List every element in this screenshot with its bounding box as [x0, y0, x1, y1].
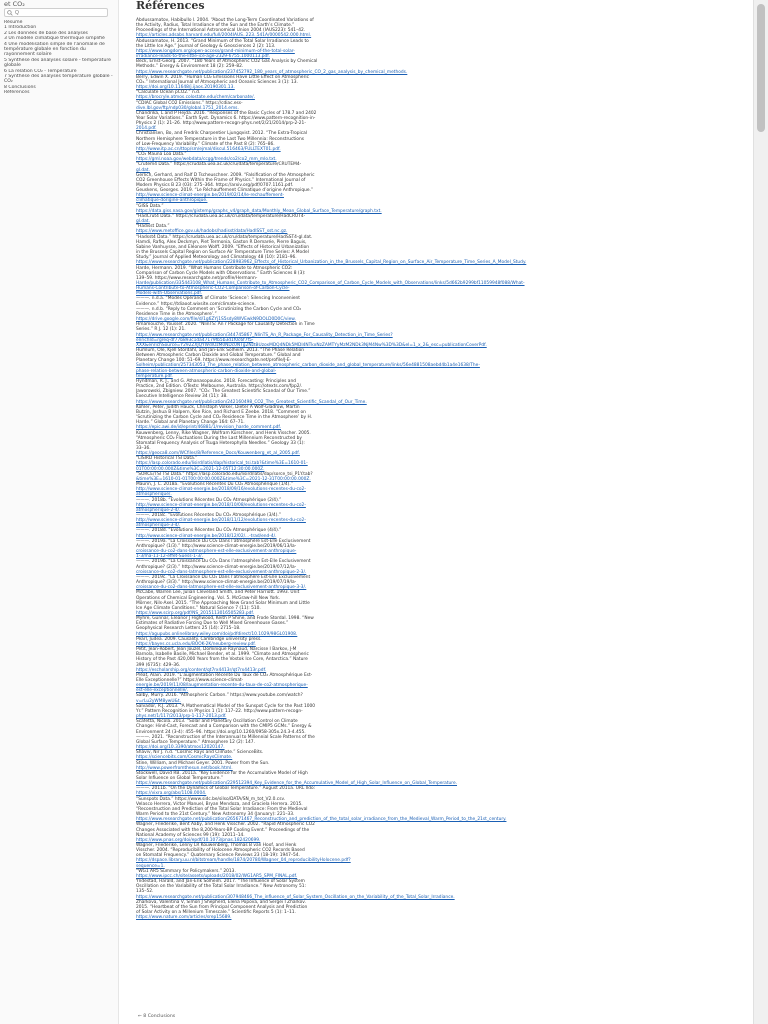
toc-item[interactable]: 2 Les données de base des analyses	[4, 30, 88, 36]
reference-text: Gerlich, Gerhard, and Ralf D Tscheuschner. 2009. “Falsification of the Atmospheric	[136, 172, 315, 178]
reference-text: Wagner, Friederike, Lenny LR Kouwenberg, Thomas B van Hoof, and Henk	[136, 843, 297, 848]
toc-item[interactable]: 6 La relation CO₂ - Température	[4, 68, 77, 74]
reference-link[interactable]: https://doi.org/10.3390/atmos12020147.	[136, 745, 225, 751]
reference-link[interactable]: enrichId=rgreq-df77b893c1da47179fb5b3d1f0c6f7f5-	[136, 337, 254, 343]
reference-text: Yndestad, Harald, and Jan-Erik Solheim. 2017. “The Influence of Solar System	[136, 879, 305, 885]
reference-link[interactable]: https://dspace.library.uu.nl/bitstream/handle/1874/20780/Wagner_04_reproducibilityHolocene.pdf?	[136, 858, 351, 864]
reference-link[interactable]: Harde/publication/335443108_What_Humans_Contribute_to_Atmospheric_CO2_Comparison_of_Carbon_Cycle_Models_with_Observations/links/5d662b9299bf11059948f088/What-	[136, 280, 525, 286]
reference-link[interactable]: 2014.pdf.	[136, 126, 157, 132]
reference-link[interactable]: atmospherique-3-4/.	[136, 523, 181, 529]
reference-link[interactable]: sequence=1.	[136, 863, 165, 869]
reference-link[interactable]: Solheim/publication/257343053_The_phase_relation_between_atmospheric_carbon_dioxide_and_global_temperature/links/56e4881508aebd4b1a4e1638/The-	[136, 363, 480, 369]
reference-link[interactable]: https://vixra.org/abs/1108.0004.	[136, 791, 207, 797]
reference-text: “WG1 AR5 Summary for Policymakers.” 2013.	[136, 868, 236, 874]
sidebar-title: et CO₂	[4, 0, 25, 8]
reference-text: CO2 Greenhouse Effects Within the Frame of Physics.” International Journal of	[136, 177, 306, 183]
scrollbar-thumb[interactable]	[757, 4, 765, 132]
reference-text: Methods.” Energy & Environment 18 (2): 259–82.	[136, 64, 244, 70]
reference-text: Change: Hind-Cast, Forecast and a Comparison with the CMIP5 GCMs.” Energy &	[136, 724, 312, 730]
reference-link[interactable]: http://www.itp.ac.cn/ttop/sm/ejmal/discul.516463/FULLTEXT01.pdf.	[136, 146, 281, 152]
reference-text: of Solar Activity on a Millenium Timescale.” Scientific Reports 5 (1): 1–11.	[136, 910, 296, 916]
reference-text: Year Solar Variations.” Earth Syst. Dynamics 6. https://www.pattern-recognition-in-	[136, 115, 316, 121]
reference-link[interactable]: croissance-du-co2-dans-latmosphere-est-elle-exclusivement-anthropique-3-3/.	[136, 585, 307, 591]
reference-link[interactable]: https://brocryle.atmos.colostate.edu/chem/carbonate/.	[136, 95, 255, 101]
reference-text: Oscillation on the Variability of the Total Solar Irradiance.” New Astronomy 51:	[136, 884, 307, 890]
reference-text: Kouwenberg, Lenny, Rike Wagner, Wolfram Kürschner, and Henk Visscher. 2005.	[136, 430, 311, 436]
reference-link[interactable]: http://www.science-climat-energie.be/2018/09/16/evolutions-recentes-du-co2-	[136, 487, 306, 493]
reference-text: “Calculate Ocean pCO2.” n.d.	[136, 90, 201, 96]
reference-text: Anthropique? (1/3).” http://www.science-climat-energie.be/2019/06/13/la-	[136, 543, 297, 549]
reference-text: Practice, 2nd Edition. OTexts: Melbourne, Australia. https://otexts.com/fpp2/.	[136, 384, 303, 390]
reference-link[interactable]: https://agupubs.onlinelibrary.wiley.com/doi/pdfdirect/10.1029/98GL01908.	[136, 631, 298, 637]
reference-text: Mörner, Nils-Axel. 2015. “The Approaching New Grand Solar Minimum and Little	[136, 600, 310, 606]
reference-text: Harde.” Global and Planetary Change 164: 67–71.	[136, 420, 245, 426]
reference-link[interactable]: https://escholarship.org/content/qt7rx4413r/qt7rx4413r.pdf.	[136, 667, 267, 673]
reference-text: Warm Period to the 21st Century.” New Astronomy 34 (January): 221–33.	[136, 812, 295, 818]
reference-text: Chandrika, L and P Hejda. 2016. “Responses of the Basic Cycles of 178.7 and 2402	[136, 110, 317, 116]
reference-link[interactable]: atmospherique-2-4/.	[136, 507, 181, 513]
reference-text: Stomatal Frequency Analysis of Tsuga Heterophylla Needles.” Geology 33 (1):	[136, 440, 305, 446]
reference-text: History of the Past 420,000 Years from the Vostok Ice Core, Antarctica.” Nature	[136, 657, 308, 663]
toc-item[interactable]: 7 Synthèse des analyses température globale - CO₂	[4, 74, 113, 85]
reference-text: “SORCE/TSI TSI Data.” https://lasp.colorado.edu/lisird/latis/dap/sorce_tsi_P1Y.tab?	[136, 471, 313, 477]
reference-link[interactable]: gl.dat.	[136, 219, 150, 225]
reference-text: Harde, Hermann. 2019. “What Humans Contribute to Atmospheric CO2:	[136, 265, 293, 271]
reference-text: ———. 2019c. “La Croissance Du CO₂ Dans l’atmosphère Est-Elle Exclusivement	[136, 574, 311, 580]
reference-text: Préat, Alain. 2019. “L’augmentation Récente Du Taux de CO₂ Atmosphérique Est-	[136, 672, 313, 678]
reference-text: Velasco Herrera, Victor Manuel, Bryan Mendoza, and Graciela Herrera. 2015.	[136, 801, 303, 807]
reference-text: Abdussamatov, H. 2013. “Grand Minimum of the Total Solar Irradiance Leads to	[136, 38, 309, 44]
reference-text: ———. 2021. “Reconstruction of the Interannual to Millennial Scale Patterns of the	[136, 734, 315, 740]
reference-text: Petit, Jean-Robert, Jean Jouzel, Dominique Raynaud, Narcisse I Barkov, J-M	[136, 647, 297, 653]
reference-text: “Atmospheric CO₂ Fluctuations During the Last Millennium Reconstructed by	[136, 435, 302, 441]
reference-link[interactable]: http://www.science-climat-energie.be/2018/12/02/...-trad/end-4/.	[136, 533, 277, 539]
reference-text: the Activity, Radius, Total Irradiance of the Sun and the Earth’s Climate.”	[136, 23, 295, 29]
sidebar	[0, 0, 119, 1024]
reference-text: Pearl, Judea. 2009. Causality. Cambridge university press.	[136, 636, 262, 642]
reference-link[interactable]: https://doi.org/10.11648/j.ijaos.20190301.13.	[136, 85, 235, 91]
toc-item[interactable]: 8 Conclusions	[4, 84, 36, 90]
reference-link[interactable]: https://www.researchgate.net/publication/307948466_The_influence_of_Solar_System_Oscillation_on_the_Variability_of_the_Total_Solar_Irradiance.	[136, 894, 455, 900]
reference-link[interactable]: http://www.powerfromthesun.net/book.html.	[136, 765, 233, 771]
reference-text: 33–36.	[136, 445, 151, 451]
reference-link[interactable]: XXX&enrichSource=Y292ZXJQYWdlOzM0NDc0NTg2NztBUzoxMDQ4NDk5MDI4NTkxNzZAMTYyMzM2NDk3NjM4Nw%3D%3D&el=1_x_2&_esc=publicationCoverPdf.	[136, 342, 487, 348]
toc-item[interactable]: Résumé	[4, 20, 23, 25]
toc-item[interactable]: 1 Introduction	[4, 25, 37, 31]
reference-link[interactable]: https://data.giss.nasa.gov/gistemp/graphs_v4/graph_data/Monthly_Mean_Global_Surface_Temperature/graph.txt.	[136, 208, 382, 214]
reference-text: 399 (6735): 429–36.	[136, 662, 181, 668]
reference-text: CO₂.” International Journal of Atmospheric and Oceanic Sciences 3 (1): 13.	[136, 79, 298, 85]
reference-text: Salvador, R.J. 2013. “A Mathematical Model of the Sunspot Cycle for the Past 1000	[136, 703, 316, 709]
reference-text: Series.” R J. 12 (1): 21.	[136, 327, 186, 333]
reference-text: “Sunspots Data.” https://www.sidc.be/silso/DATA/SN_m_tot_V2.0.csv.	[136, 796, 286, 802]
reference-link[interactable]: https://articles.adsabs.harvard.edu/full/2004IAUS..223..541A/0000542.000.html.	[136, 33, 312, 39]
reference-link[interactable]: croissance-du-co2-dans-latmosphere-est-elle-exclusivement-anthropique-	[136, 549, 297, 555]
reference-text: ———. 2011b. “On the Dynamics of Global Temperature.” August 2011a. URL Ildo:	[136, 786, 316, 792]
reference-link[interactable]: atmospherique/.	[136, 492, 172, 498]
reference-text: National Academy of Sciences 99 (19): 12011–14.	[136, 832, 245, 838]
reference-link[interactable]: https://www.researchgate.net/publication/237452792_180_years_of_atmospheric_CO_2_gas_analysis_by_chemical_methods.	[136, 69, 408, 75]
previous-chapter-link[interactable]: ← 8 Conclusions	[138, 1014, 176, 1019]
reference-text: Residence Time in the Atmosphere’.”	[136, 311, 217, 317]
reference-link[interactable]: https://epic.awi.de/id/eprint/46881/1/revision_harde_comment.pdf.	[136, 425, 281, 431]
reference-link[interactable]: https://sciencebits.com/CosmicRaysClimate.	[136, 755, 233, 761]
toc-item[interactable]: Références	[4, 90, 30, 96]
reference-text: Hmamouche, Youssef. 2020. “NlinTS: An r Package for Causality Detection in Time	[136, 322, 315, 328]
reference-text: on Stomatal Frequency.” Quaternary Science Reviews 23 (18-19): 1947–54.	[136, 853, 300, 859]
reference-text: McCabe, Warren Lee, Julian Cleveland Smith, and Peter Harriott. 1993. Unit	[136, 590, 300, 596]
reference-text: the Little Ice Age.” Journal of Geology & Geosciences 2 (2): 113.	[136, 43, 276, 49]
reference-text: Comparison of Carbon Cycle Models with Observations.” Earth Sciences 8 (3):	[136, 270, 306, 276]
reference-link[interactable]: https://www.researchgate.net/publication/265671467_Reconstruction_and_prediction_of_the_total_solar_irradiance_from_the_Medieval_Warm_Period_to_the_21st_century.	[136, 817, 507, 823]
reference-list	[136, 18, 548, 920]
search-box[interactable]	[4, 8, 108, 17]
reference-text: Barnola, Isabelle Basile, Michael Bender, et al. 1999. “Climate and Atmospheric	[136, 652, 309, 658]
reference-text: Stockwell, David RB. 2011a. “Key Evidence for the Accumulative Model of High	[136, 770, 308, 776]
reference-link[interactable]: https://www.researchgate.net/publication/242160498_CO2_The_Greatest_Scientific_Scandal_of_Our_Time.	[136, 399, 367, 405]
reference-text: ———. n.d.b. “Reply to Comment on ‘Scrutinizing the Carbon Cycle and CO₂	[136, 306, 302, 312]
reference-link[interactable]: https://www.nature.com/articles/srep15689.	[136, 915, 232, 921]
reference-text: 2015. “Heartbeat of the Sun from Principal Component Analysis and Prediction	[136, 904, 308, 910]
reference-text: “CO₂ Mauna Loa Data.”	[136, 152, 187, 158]
reference-text: Humlum, Ole, Kjell Stordahl, and Jan-Erik Solheim. 2013. “The Phase Relation	[136, 348, 305, 353]
reference-text: “CDIAC Global CO2 Emissions.” https://cdiac.ess-	[136, 100, 243, 106]
reference-line	[136, 915, 548, 920]
reference-text: Hyndman, R. J., and G. Athanasopoulos. 2018. Forecasting: Principles and	[136, 378, 296, 384]
toc-item[interactable]: 4 Une modélisation simple de l'anomalie de température globale en fonction du rayonnement solaire	[4, 41, 105, 58]
reference-text: Geophysical Research Letters 25 (14): 2715–18.	[136, 626, 241, 632]
reference-text: “Crutem4 Data.” https://crudata.uea.ac.uk/cru/data/temperature/CRUTEM4-	[136, 162, 302, 168]
reference-link[interactable]: https://lasp.colorado.edu/lisird/latis/dap/historical_tsi.tab?&time%3E=1610-01-	[136, 461, 308, 467]
reference-text: Stine, William, and Michael Geyer. 2001. Power from the Sun.	[136, 760, 270, 766]
reference-text: “GISS Data.”	[136, 203, 164, 209]
reference-link[interactable]: phase-relation-between-atmospheric-carbon-dioxide-and-global-	[136, 368, 277, 374]
reference-link[interactable]: http://www.science-climat-energie.be/2018/11/12/evolutions-recentes-du-co2-	[136, 518, 306, 524]
reference-text: ———. 2019b. “La Croissance Du CO₂ Dans l’atmosphère Est-Elle Exclusivement	[136, 559, 311, 565]
reference-text: Köhler, Peter, Judith Hauck, Christoph Völker, Dieter A Wolf-Gladrow, Martin	[136, 404, 300, 410]
reference-text: Solar Influence on Global Temperature.”	[136, 775, 224, 781]
reference-link[interactable]: Models-with-Observations.pdf.	[136, 291, 202, 297]
reference-link[interactable]: https://www.pnas.org/doi/epdf/10.1073/pnas.182420699.	[136, 837, 261, 843]
table-of-contents	[4, 20, 114, 96]
reference-text: Maurin, J. C. 2018a. “Evolutions Récentes Du CO₂ Atmosphérique (1/4).”	[136, 482, 294, 488]
reference-text: Butzin, Joshua B Halpern, Ken Rice, and Richard E Zeebe. 2018. “Comment on	[136, 409, 306, 415]
reference-text: Proceedings of the International Astronomical Union 2004 (IAUS223): 541–42.	[136, 28, 306, 34]
reference-link[interactable]: https://www.researchgate.net/publication/229512394_Key_Evidence_for_the_Accumulative_Model_of_High_Solar_Influence_on_Global_Temperature.	[136, 781, 458, 787]
reference-text: in the Brussels Capital Region on Surface Air Temperature Time Series: A Model	[136, 250, 309, 256]
reference-link[interactable]: https://www.scirp.org/pdf/NS_2015113016505283.pdf.	[136, 610, 254, 616]
reference-link[interactable]: climatique-dorigine-anthropique.	[136, 198, 208, 204]
reference-text: ———. 2018c. “Evolutions Récentes Du CO₂ Atmosphérique (3/4).”	[136, 513, 282, 518]
reference-link[interactable]: v=rLu2yWM8ywU&t.	[136, 698, 182, 704]
reference-text: “HadCrut4 Data.” https://crudata.uea.ac.uk/cru/data/temperature/HadCRUT4-	[136, 213, 306, 219]
toc-item[interactable]: 5 Synthèse des analyses solaire - température globale	[4, 57, 111, 69]
reference-text: Shaviv, Nir J. n.d. “Cosmic Rays and Climate.” ScienceBits.	[136, 750, 264, 756]
reference-link[interactable]: http://www.science-climat-energie.be/2018/10/08/evolutions-recentes-du-co2-	[136, 502, 306, 508]
reference-link[interactable]: gl.dat.	[136, 167, 150, 173]
reference-text: Planetary Change 100: 51–69. https://www.researchgate.net/profile/J-E-	[136, 358, 292, 364]
reference-link[interactable]: Humans-Contribute-to-Atmospheric-CO2-Comparison-of-Carbon-Cycle-	[136, 286, 290, 292]
reference-text: Jaworowski, Zbigniew. 2007. “CO₂: The Greatest Scientific Scandal of Our Time.”	[136, 389, 311, 395]
reference-text: ———. 2018d. “Evolutions Récentes Du CO₂ Atmosphérique (4/4).”	[136, 528, 282, 534]
scrollbar[interactable]	[753, 0, 768, 1024]
reference-link[interactable]: http://www.science-climat-energie.be/2019/02/14/le-rechauffement-	[136, 193, 284, 199]
reference-text: Geuskens, Georges. 2019. “Le Réchauffement Climatique d’origine Anthropique.”	[136, 188, 314, 194]
reference-text: Study.” Journal of Applied Meteorology and Climatology 48 (10): 2181–96.	[136, 255, 297, 261]
reference-text: Physics 2 (1): 21–26. http://www.pattern-recogn-phys.net/2/21/2014/prp-2-21-	[136, 121, 306, 127]
reference-text: Zharkova, Valentina V, Simon J Shepherd, Elena Popova, and Sergei I Zharkov.	[136, 899, 306, 905]
main-content	[136, 0, 752, 1024]
reference-text: Estimates of Radiative Forcing Due to Well Mixed Greenhouse Gases.”	[136, 621, 289, 627]
search-icon	[7, 10, 13, 16]
reference-text: Scafetta, Nicola. 2013. “Solar and Planetary Oscillation Control on Climate	[136, 719, 298, 725]
reference-link[interactable]: https://geoca8.com/WCfiles/8/Reference_Docs/Kouwenberg_et_al_2005.pdf.	[136, 451, 300, 457]
reference-text: Visscher. 2004. “Reproducibility of Holocene Atmospheric CO2 Records Based	[136, 848, 305, 854]
reference-text: Berry, Edwin X. 2019. “Human CO₂ Emissions Have Little Effect on Atmospheric	[136, 74, 309, 80]
reference-text: Evidence.” https://tdiaoot.wixsite.com/climate-science.	[136, 301, 256, 307]
reference-link[interactable]: dive.lbl.gov/ftp/ndp030/global.1751_2014.ems.	[136, 105, 239, 111]
reference-link[interactable]: https://www.researchgate.net/publication/344745867_NlinTS_An_R_Package_For_Causality_Detection_in_Time_Series?	[136, 332, 393, 338]
reference-text: Yr.” Pattern Recognition in Physics 1 (1): 117–22. http://www.pattern-recogn-	[136, 708, 303, 714]
reference-text: ———. 2019a. “La Croissance Du CO₂ Dans l’atmosphère Est-Elle Exclusivement	[136, 538, 311, 544]
reference-text: Sabine Vanhuysse, and Eléonore Wolff. 2009. “Effects of Historical Urbanization	[136, 244, 310, 250]
reference-text: of Low-Frequency Variability.” Climate of the Past 8 (2): 765–86.	[136, 141, 275, 147]
reference-text: Ice Age Climate Conditions.” Natural Science 7 (11): 510.	[136, 605, 261, 611]
reference-text: Between Atmospheric Carbon Dioxide and Global Temperature.” Global and	[136, 353, 301, 359]
reference-text: Abdussamatov, Habibullo I. 2004. “About the Long-Term Coordinated Variations of	[136, 18, 314, 23]
reference-text: “LISIRD Historical TSI Data.”	[136, 456, 198, 462]
reference-link[interactable]: https://drive.google.com/file/d/1g6ZYj1S5sdy8WVEwkN9DOLD0D0C/view.	[136, 317, 296, 323]
reference-text: Modern Physics B 23 (03): 275–364. https://arxiv.org/pdf/0707.1161.pdf.	[136, 183, 294, 188]
reference-text: 139–59. https://www.researchgate.net/profile/Hermann-	[136, 275, 258, 281]
reference-text: Wagner, Friederike, Bent Aaby, and Henk Visscher. 2002. “Rapid Atmospheric CO2	[136, 822, 315, 828]
reference-link[interactable]: https://bayes.cs.ucla.edu/BOOK-2K/neuberg-review.pdf.	[136, 641, 256, 647]
reference-text: Myhre, Gunnar, Eleanor J Highwood, Keith P Shine, and Frode Stordal. 1998. “New	[136, 616, 314, 622]
reference-text: Hamdi, Rafiq, Alex Deckmyn, Piet Termonia, Gaston R Demarée, Pierre Baguis,	[136, 239, 307, 245]
reference-link[interactable]: https://www.researchgate.net/publication/228983962_Effects_of_Historical_Urbanization_in_the_Brussels_Capital_Region_on_Surface_Air_Temperature_Time_Series_A_Model_Study.	[136, 260, 527, 266]
toc-item[interactable]: 3 Un modèle climatique thermique simplifié	[4, 36, 105, 42]
reference-text: Environment 24 (3-4): 455–96. https://doi.org/10.1260/0958-305x.24.3-4.455.	[136, 729, 306, 735]
reference-text: Executive Intelligence Review 34 (11): 38.	[136, 394, 228, 400]
reference-link[interactable]: temperature.pdf.	[136, 373, 173, 379]
reference-text: Anthropique? (2/3).” http://www.science-climat-energie.be/2019/07/12/la-	[136, 564, 297, 570]
reference-text: Salby, Murry. 2016. “Atmospheric Carbon.” https://www.youtube.com/watch?	[136, 693, 303, 699]
reference-text: ———. n.d.a. “Modès Opérandi of Climate ‘Science’: Silencing Inconvenient	[136, 296, 300, 302]
reference-text: Operations of Chemical Engineering. Vol. 5. McGraw-hill New York.	[136, 595, 281, 601]
reference-text: “Hadsst4 Data.” https://crudata.uea.ac.uk/cru/data/temperature/HadSST4-gl.dat.	[136, 234, 313, 240]
reference-link[interactable]: https://www.longdom.org/open-access/grand-minimum-of-the-total-solar-	[136, 48, 295, 54]
reference-link[interactable]: https://www.metoffice.gov.uk/hadobs/hadisst/data/HadISST_sst.nc.gz.	[136, 229, 288, 235]
reference-link[interactable]: est-elle-exceptionnelle/.	[136, 688, 189, 694]
reference-link[interactable]: 01T00:00:00.000Z&time%3C=2021-12-05T12:30:00.000Z.	[136, 466, 265, 472]
reference-link[interactable]: &time%3E=1610-01-01T00:00:00.000Z&time%3C=2021-12-31T00:00:00.000Z.	[136, 476, 311, 482]
page-title: Références	[136, 0, 205, 12]
reference-text: Changes Associated with the 8,200-Years-BP Cooling Event.” Proceedings of the	[136, 827, 310, 833]
reference-link[interactable]: https://www.ipcc.ch/site/assets/uploads/2018/02/WG1AR5_SPM_FINAL.pdf.	[136, 873, 298, 879]
reference-text: “Hadisst Data.”	[136, 224, 170, 230]
reference-link[interactable]: croissance-du-co2-dans-latmosphere-est-elle-exclusivement-anthropique-2-3/.	[136, 569, 307, 575]
reference-text: Anthropique? (3/3).” http://www.science-climat-energie.be/2019/07/19/la-	[136, 580, 297, 586]
reference-text: Elle Exceptionnelle?” https://www.science-climat-	[136, 678, 244, 683]
reference-link[interactable]: energie.be/2019/11/08/laugmentation-recente-du-taux-de-co2-atmospherique-	[136, 683, 308, 689]
reference-link[interactable]: phys.net/1/117/2013/prp-1-117-2013.pdf.	[136, 714, 227, 720]
reference-text: ‘Scrutinizing the Carbon Cycle and CO₂ Residence Time in the Atmosphere’ by H.	[136, 415, 313, 421]
search-input[interactable]	[15, 9, 105, 16]
reference-text: 135–52.	[136, 889, 154, 895]
reference-link[interactable]: https://gml.noaa.gov/webdata/ccgg/trends/co2/co2_mm_mlo.txt.	[136, 157, 277, 163]
reference-link[interactable]: 1-3/ma-11-12-effet-Suess-1-3/.	[136, 554, 204, 560]
reference-text: ———. 2018b. “Evolutions Récentes Du CO₂ Atmosphérique (2/4).”	[136, 497, 282, 503]
reference-text: “Reconstruction and Prediction of the Total Solar Irradiance: From the Medieval	[136, 806, 308, 812]
reference-text: Global Surface Temperature.” Atmosphere 12 (2): 147.	[136, 739, 255, 745]
reference-text: Christiansen, Bo, and Fredrik Charpentier Ljungqvist. 2012. “The Extra-Tropical	[136, 131, 308, 137]
reference-text: Beck, Ernst-Georg. 2007. “180 Years of Atmospheric CO2 Gas Analysis by Chemical	[136, 59, 318, 65]
reference-link[interactable]: irradiance-leads-to-the-little-ice-age-2329-6755.1000113.pdf.	[136, 54, 270, 60]
reference-text: Northern Hemisphere Temperature in the Last Two Millennia: Reconstructions	[136, 136, 304, 142]
